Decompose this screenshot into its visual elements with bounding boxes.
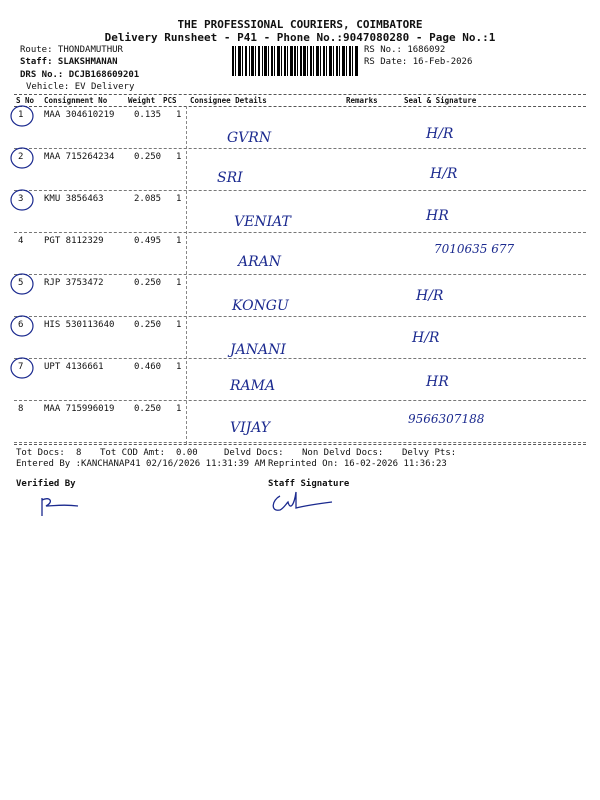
row-pcs: 1 — [176, 152, 182, 162]
row-pcs: 1 — [176, 404, 182, 414]
header-divider-top — [14, 94, 586, 95]
row-sno: 5 — [18, 278, 24, 288]
row-consignment: UPT 4136661 — [44, 362, 104, 372]
tot-docs-value: 8 — [76, 448, 82, 458]
route-label: Route: THONDAMUTHUR — [20, 45, 123, 55]
non-delvd-docs-label: Non Delvd Docs: — [302, 448, 384, 458]
row-weight: 0.250 — [134, 278, 162, 288]
row-sno: 2 — [18, 152, 24, 162]
consignee-handwriting: GVRN — [227, 130, 272, 146]
table-row — [14, 190, 586, 233]
row-pcs: 1 — [176, 320, 182, 330]
seal-handwriting: 7010635 677 — [434, 242, 515, 256]
row-pcs: 1 — [176, 362, 182, 372]
delvy-pts-label: Delvy Pts: — [402, 448, 457, 458]
consignee-handwriting: KONGU — [232, 298, 289, 314]
staff-signature-label: Staff Signature — [268, 479, 350, 489]
consignee-handwriting: SRI — [217, 170, 243, 186]
row-weight: 0.250 — [134, 152, 162, 162]
row-pcs: 1 — [176, 236, 182, 246]
table-row — [14, 400, 586, 443]
table-row — [14, 316, 586, 359]
consignee-handwriting: RAMA — [230, 378, 276, 394]
vehicle-label: Vehicle: EV Delivery — [26, 82, 135, 92]
tot-docs-label: Tot Docs: — [16, 448, 65, 458]
row-pcs: 1 — [176, 278, 182, 288]
table-row — [14, 232, 586, 275]
runsheet-subtitle: Delivery Runsheet - P41 - Phone No.:9047080280 - Page No.:1 — [104, 31, 496, 44]
row-sno: 3 — [18, 194, 24, 204]
row-sno: 7 — [18, 362, 24, 372]
col-consignee: Consignee Details — [190, 96, 267, 105]
seal-handwriting: 9566307188 — [408, 412, 485, 426]
seal-handwriting: HR — [426, 208, 449, 224]
row-consignment: MAA 304610219 — [44, 110, 115, 120]
seal-handwriting: H/R — [416, 288, 444, 304]
row-weight: 0.250 — [134, 320, 162, 330]
footer-divider — [14, 444, 586, 445]
row-weight: 2.085 — [134, 194, 162, 204]
col-seal: Seal & Signature — [404, 96, 477, 105]
row-consignment: MAA 715264234 — [44, 152, 115, 162]
row-pcs: 1 — [176, 194, 182, 204]
col-remarks: Remarks — [346, 96, 378, 105]
verified-signature — [38, 494, 88, 518]
verified-by-label: Verified By — [16, 479, 76, 489]
table-row — [14, 106, 586, 149]
table-row — [14, 148, 586, 191]
col-pcs: PCS — [163, 96, 177, 105]
row-consignment: KMU 3856463 — [44, 194, 104, 204]
consignee-handwriting: ARAN — [238, 254, 282, 270]
delvd-docs-label: Delvd Docs: — [224, 448, 284, 458]
drs-number: DRS No.: DCJB168609201 — [20, 70, 140, 80]
row-weight: 0.495 — [134, 236, 162, 246]
row-sno: 1 — [18, 110, 24, 120]
col-sno: S No — [16, 96, 35, 105]
row-consignment: PGT 8112329 — [44, 236, 104, 246]
seal-handwriting: H/R — [426, 126, 454, 142]
consignee-handwriting: VIJAY — [230, 420, 271, 436]
row-consignment: HIS 530113640 — [44, 320, 115, 330]
barcode — [232, 46, 358, 76]
reprinted-on: Reprinted On: 16-02-2026 11:36:23 — [268, 459, 447, 469]
seal-handwriting: H/R — [430, 166, 458, 182]
sno-circle-marks — [8, 104, 48, 394]
row-sno: 8 — [18, 404, 24, 414]
consignee-handwriting: JANANI — [230, 342, 286, 358]
rs-date: RS Date: 16-Feb-2026 — [364, 57, 473, 67]
col-consignment: Consignment No — [44, 96, 108, 105]
tot-cod-label: Tot COD Amt: — [100, 448, 166, 458]
row-pcs: 1 — [176, 110, 182, 120]
row-weight: 0.460 — [134, 362, 162, 372]
row-weight: 0.250 — [134, 404, 162, 414]
col-weight: Weight — [128, 96, 156, 105]
table-row — [14, 358, 586, 401]
seal-handwriting: HR — [426, 374, 449, 390]
staff-label: Staff: SLAKSHMANAN — [20, 57, 118, 67]
tot-cod-value: 0.00 — [176, 448, 198, 458]
row-weight: 0.135 — [134, 110, 162, 120]
seal-handwriting: H/R — [412, 330, 440, 346]
row-consignment: MAA 715996019 — [44, 404, 115, 414]
rs-number: RS No.: 1686092 — [364, 45, 446, 55]
table-row — [14, 274, 586, 317]
company-title: THE PROFESSIONAL COURIERS, COIMBATORE — [177, 18, 423, 31]
row-sno: 4 — [18, 236, 24, 246]
row-sno: 6 — [18, 320, 24, 330]
staff-signature — [268, 488, 338, 518]
consignee-handwriting: VENIAT — [234, 214, 291, 230]
entered-by: Entered By :KANCHANAP41 02/16/2026 11:31:39 AM — [16, 459, 266, 469]
row-consignment: RJP 3753472 — [44, 278, 104, 288]
